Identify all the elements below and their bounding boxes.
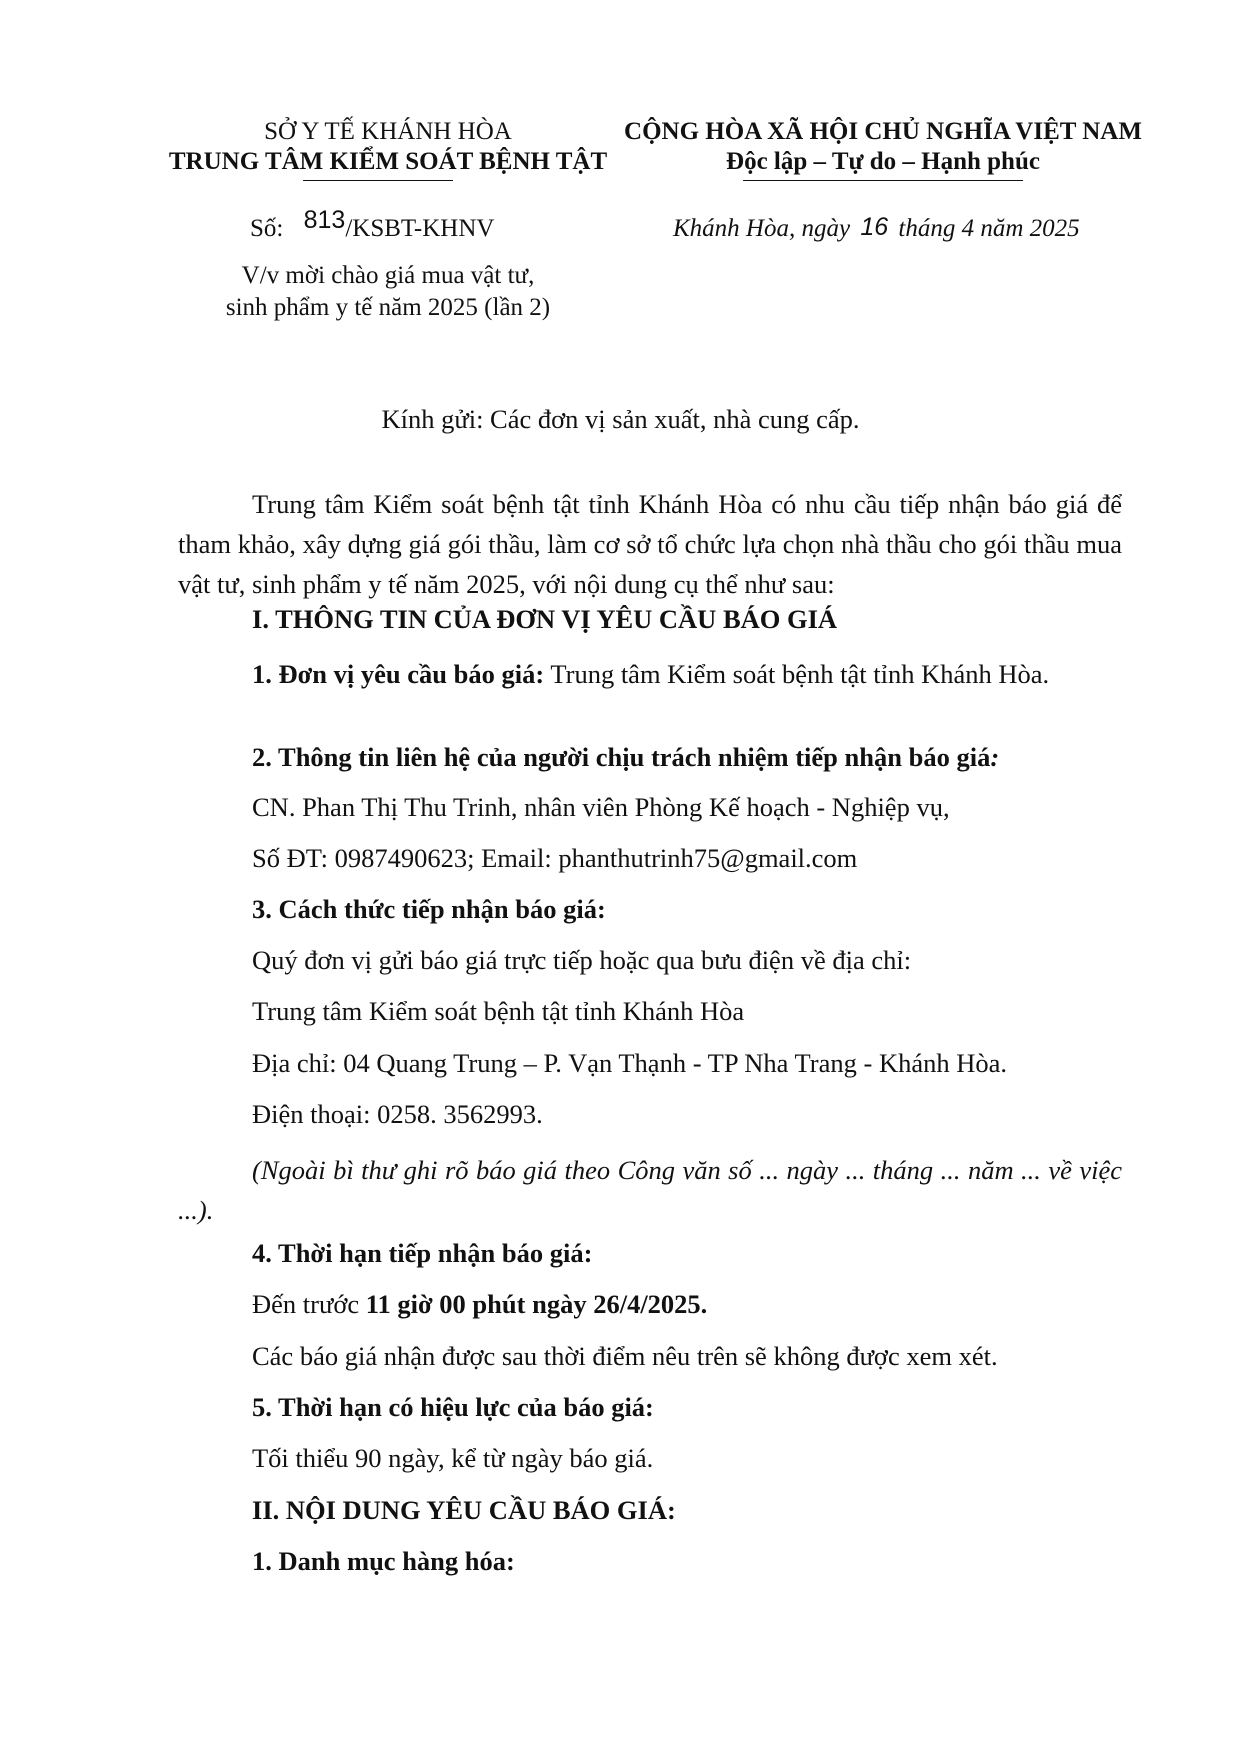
subject-line-2: sinh phẩm y tế năm 2025 (lần 2) xyxy=(225,294,551,321)
section-1-item-1 xyxy=(178,654,1122,694)
number-suffix: /KSBT-KHNV xyxy=(345,215,495,242)
intro-paragraph: Trung tâm Kiểm soát bệnh tật tỉnh Khánh Hòa có nhu cầu tiếp nhận báo giá để tham khảo, xây dựng giá gói thầu, làm cơ sở tổ chức lựa chọn nhà thầu cho gói thầu mua vật tư, sinh phẩm y tế năm 2025, với nội dung cụ thể như sau: xyxy=(178,489,1122,599)
item-1-label: 1. Đơn vị yêu cầu báo giá: xyxy=(252,659,545,689)
item-1-text: Trung tâm Kiểm soát bệnh tật tỉnh Khánh Hòa. xyxy=(544,659,1050,689)
number-value: 813 xyxy=(303,206,346,234)
date-prefix: Khánh Hòa, ngày xyxy=(673,215,851,242)
country-name: CỘNG HÒA XÃ HỘI CHỦ NGHĨA VIỆT NAM xyxy=(624,118,1142,145)
number-prefix: Số: xyxy=(250,215,284,242)
recipient-line: Kính gửi: Các đơn vị sản xuất, nhà cung cấp. xyxy=(381,404,860,434)
item-2-colon: : xyxy=(990,742,1000,772)
late-submission-note: Các báo giá nhận được sau thời điểm nêu trên sẽ không được xem xét. xyxy=(252,1341,998,1371)
agency-name: SỞ Y TẾ KHÁNH HÒA xyxy=(264,118,512,145)
unit-name: TRUNG TÂM KIỂM SOÁT BỆNH TẬT xyxy=(168,148,608,175)
date-suffix: tháng 4 năm 2025 xyxy=(898,215,1080,242)
section-1-item-3: 3. Cách thức tiếp nhận báo giá: xyxy=(252,894,606,924)
submission-method: Quý đơn vị gửi báo giá trực tiếp hoặc qua bưu điện về địa chỉ: xyxy=(252,945,912,975)
section-2-item-1: 1. Danh mục hàng hóa: xyxy=(252,1546,515,1576)
deadline-value: 11 giờ 00 phút ngày 26/4/2025. xyxy=(365,1289,708,1319)
deadline-prefix: Đến trước xyxy=(252,1289,366,1319)
contact-phone-email: Số ĐT: 0987490623; Email: phanthutrinh75@gmail.com xyxy=(252,843,858,873)
recipient-organization: Trung tâm Kiểm soát bệnh tật tỉnh Khánh Hòa xyxy=(252,996,745,1026)
deadline-line xyxy=(252,1289,707,1320)
item-2-label: 2. Thông tin liên hệ của người chịu trách nhiệm tiếp nhận báo giá xyxy=(252,742,991,772)
national-motto: Độc lập – Tự do – Hạnh phúc xyxy=(726,148,1040,175)
recipient-address: Địa chỉ: 04 Quang Trung – P. Vạn Thạnh - TP Nha Trang - Khánh Hòa. xyxy=(252,1048,1007,1078)
section-1-item-4: 4. Thời hạn tiếp nhận báo giá: xyxy=(252,1238,593,1268)
section-2-heading: II. NỘI DUNG YÊU CẦU BÁO GIÁ: xyxy=(252,1495,676,1525)
subject-line-1: V/v mời chào giá mua vật tư, xyxy=(241,262,535,289)
section-1-heading: I. THÔNG TIN CỦA ĐƠN VỊ YÊU CẦU BÁO GIÁ xyxy=(252,604,838,634)
motto-underline xyxy=(743,180,1023,181)
section-1-item-2 xyxy=(252,742,999,773)
unit-underline xyxy=(303,180,453,181)
date-day: 16 xyxy=(860,213,889,241)
issue-date xyxy=(673,214,1080,243)
section-1-item-5: 5. Thời hạn có hiệu lực của báo giá: xyxy=(252,1392,654,1422)
envelope-note: (Ngoài bì thư ghi rõ báo giá theo Công văn số ... ngày ... tháng ... năm ... về việc ...). xyxy=(178,1155,1122,1225)
recipient-phone: Điện thoại: 0258. 3562993. xyxy=(252,1099,543,1129)
document-number xyxy=(250,206,495,243)
contact-person: CN. Phan Thị Thu Trinh, nhân viên Phòng Kế hoạch - Nghiệp vụ, xyxy=(252,792,950,822)
validity-period: Tối thiểu 90 ngày, kể từ ngày báo giá. xyxy=(252,1443,654,1473)
